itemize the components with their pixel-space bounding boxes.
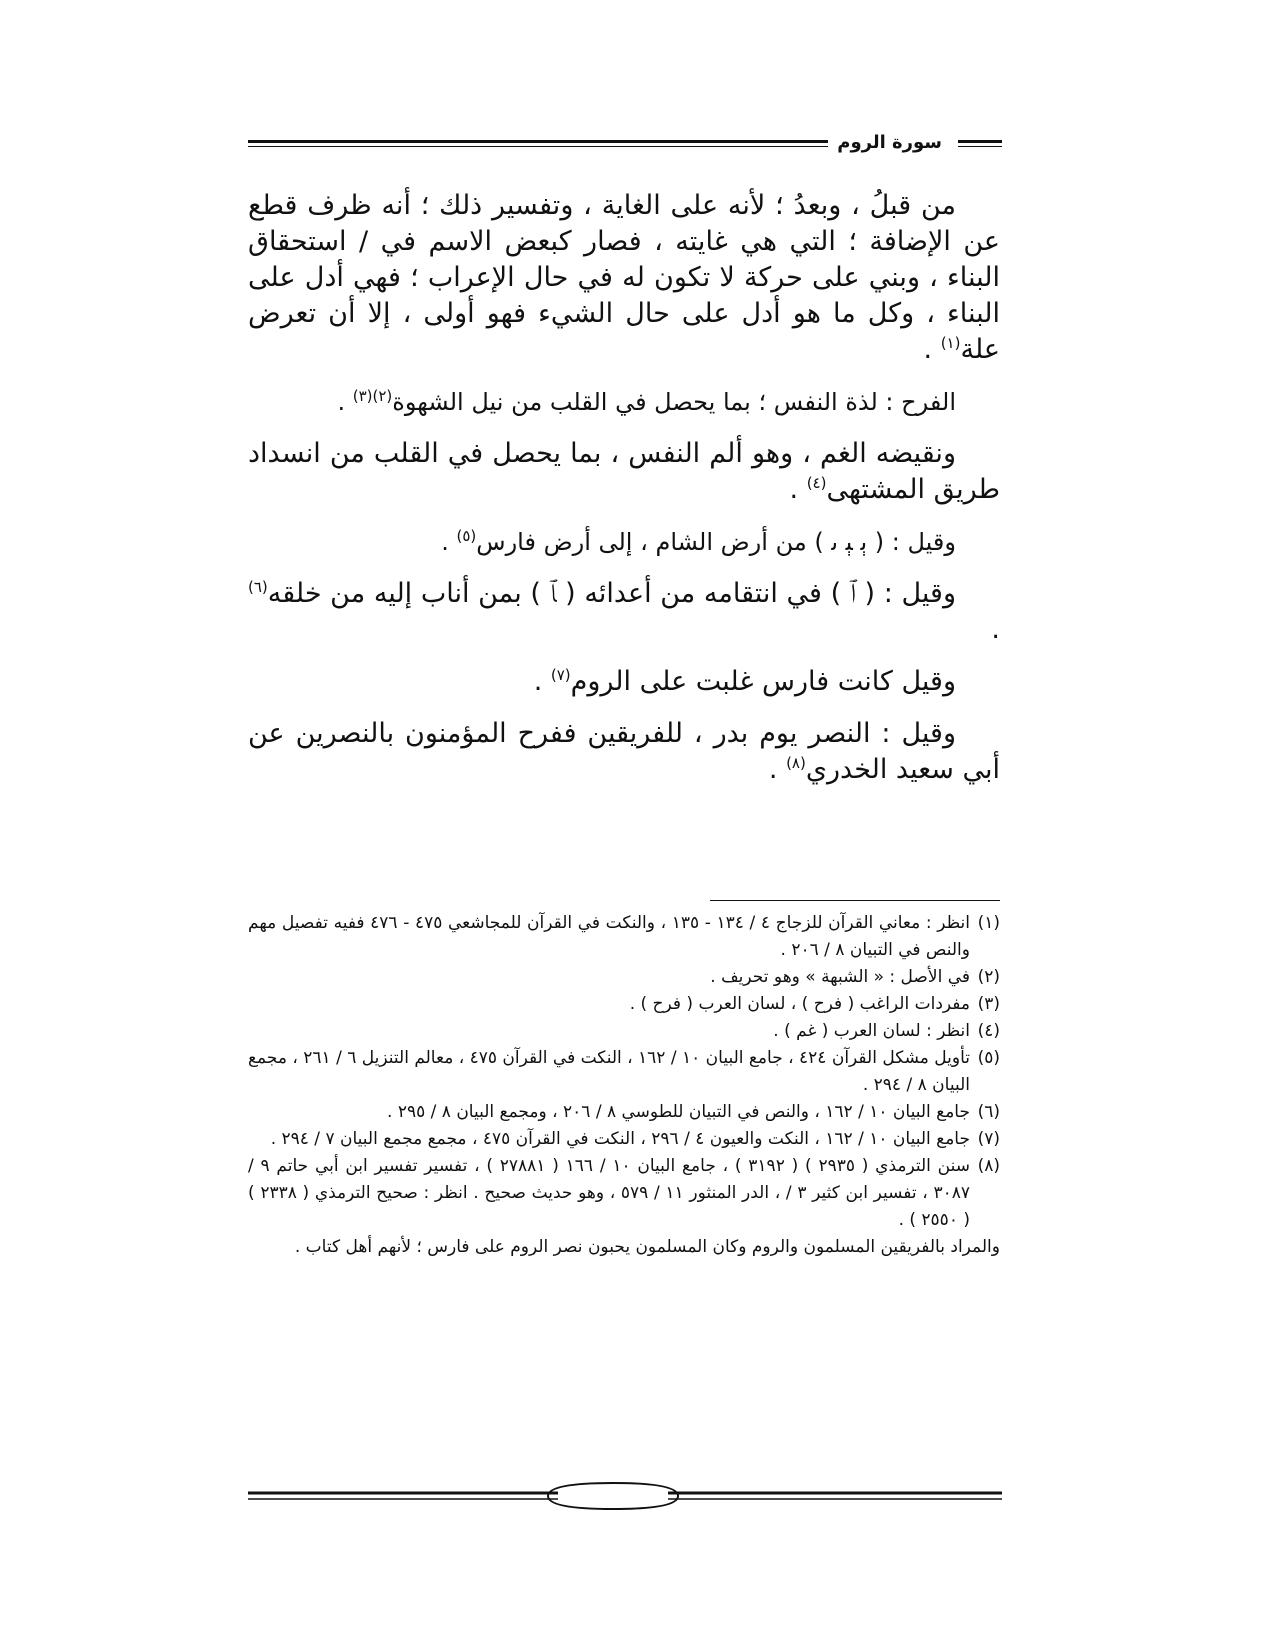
footnote: (٤)انظر : لسان العرب ( غم ) . [248,1018,1000,1045]
footnote-ref[interactable]: (٥) [456,527,477,545]
page-title: سورة الروم [837,132,942,153]
page-header [248,130,1002,162]
footnote-ref[interactable]: (٦) [248,578,268,596]
footnote-number: (٧) [977,1129,1000,1149]
footnote-number: (٦) [977,1102,1000,1122]
footnote: (٧)جامع البيان ١٠ / ١٦٢ ، النكت والعيون ٤ / ٢٩٦ ، النكت في القرآن ٤٧٥ ، مجمع مجمع البيان ٧ / ٢٩٤ . [248,1126,1000,1153]
main-text [248,188,1000,804]
footnote-ref[interactable]: (٨) [786,754,806,772]
paragraph: وقيل : ( ﯦ ﯧ ﯨ ) من أرض الشام ، إلى أرض فارس$^{(٥)}$ . [441,527,956,556]
paragraph: وقيل : النصر يوم بدر ، للفريقين ففرح المؤمنون بالنصرين عن أبي سعيد الخدري$^{(٨)}$ . [248,718,1000,785]
paragraph: وقيل : ( ﭐ ) في انتقامه من أعدائه ( ﭑ ) بمن أناب إليه من خلقه$^{(٦)}$ . [248,578,1000,645]
footnote-number: (٤) [977,1021,1000,1041]
paragraph: من قبلُ ، وبعدُ ؛ لأنه على الغاية ، وتفسير ذلك ؛ أنه ظرف قطع عن الإضافة ؛ التي هي غايته ، فصار كبعض الاسم في / استحقاق البناء ، وبني على حركة لا تكون له في حال الإعراب ؛ فهي أدل على البناء ، وكل ما هو أدل على حال الشيء فهو أولى ، إلا أن تعرض علة$^{(١)}$ . [248,190,1000,365]
footnote: (١)انظر : معاني القرآن للزجاج ٤ / ١٣٤ - ١٣٥ ، والنكت في القرآن للمجاشعي ٤٧٥ - ٤٧٦ ففيه تفصيل مهم والنص في التبيان ٨ / ٢٠٦ . [248,910,1000,964]
footnote: (٨)سنن الترمذي ( ٢٩٣٥ ) ( ٣١٩٢ ) ، جامع البيان ١٠ / ١٦٦ ( ٢٧٨٨١ ) ، تفسير تفسير ابن أبي حاتم ٩ / ٣٠٨٧ ، تفسير ابن كثير ٣ / ، الدر المنثور ١١ / ٥٧٩ ، وهو حديث صحيح . انظر : صحيح الترمذي ( ٢٣٣٨ ) ( ٢٥٥٠ ) . [248,1153,1000,1234]
page-number-ornament [248,1480,1002,1514]
footnote-ref[interactable]: (٢)(٣) [352,387,393,405]
paragraph: الفرح : لذة النفس ؛ بما يحصل في القلب من نيل الشهوة$^{(٢)(٣)}$ . [337,387,956,416]
footnote: (٦)جامع البيان ١٠ / ١٦٢ ، والنص في التبيان للطوسي ٨ / ٢٠٦ ، ومجمع البيان ٨ / ٢٩٥ . [248,1099,1000,1126]
header-rule-right [958,140,1002,147]
footnote-ref[interactable]: (١) [940,334,961,352]
paragraph: وقيل كانت فارس غلبت على الروم$^{(٧)}$ . [533,666,956,697]
paragraph: ونقيضه الغم ، وهو ألم النفس ، بما يحصل في القلب من انسداد طريق المشتهى$^{(٤)}$ . [248,438,1000,505]
footnote-number: (٥) [977,1048,1001,1068]
footnote-ref[interactable]: (٧) [550,666,571,684]
footnote-separator [710,900,1000,901]
footnote: (٣)مفردات الراغب ( فرح ) ، لسان العرب ( فرح ) . [248,991,1000,1018]
footnote-ref[interactable]: (٤) [806,474,827,492]
ornament-frame [248,1480,1002,1514]
footnote-number: (٨) [977,1156,1000,1176]
footnotes [248,910,1000,1261]
footnote-number: (٢) [977,967,1000,987]
footnote-number: (٣) [977,994,1000,1014]
footnote-number: (١) [977,913,1000,933]
footnote: (٢)في الأصل : « الشبهة » وهو تحريف . [248,964,1000,991]
footnote-continuation: والمراد بالفريقين المسلمون والروم وكان المسلمون يحبون نصر الروم على فارس ؛ لأنهم أهل كتاب . [294,1237,1000,1257]
header-rule-left [248,140,828,147]
footnote: (٥)تأويل مشكل القرآن ٤٢٤ ، جامع البيان ١٠ / ١٦٢ ، النكت في القرآن ٤٧٥ ، معالم التنزيل ٦ / ٢٦١ ، مجمع البيان ٨ / ٢٩٤ . [248,1045,1000,1099]
